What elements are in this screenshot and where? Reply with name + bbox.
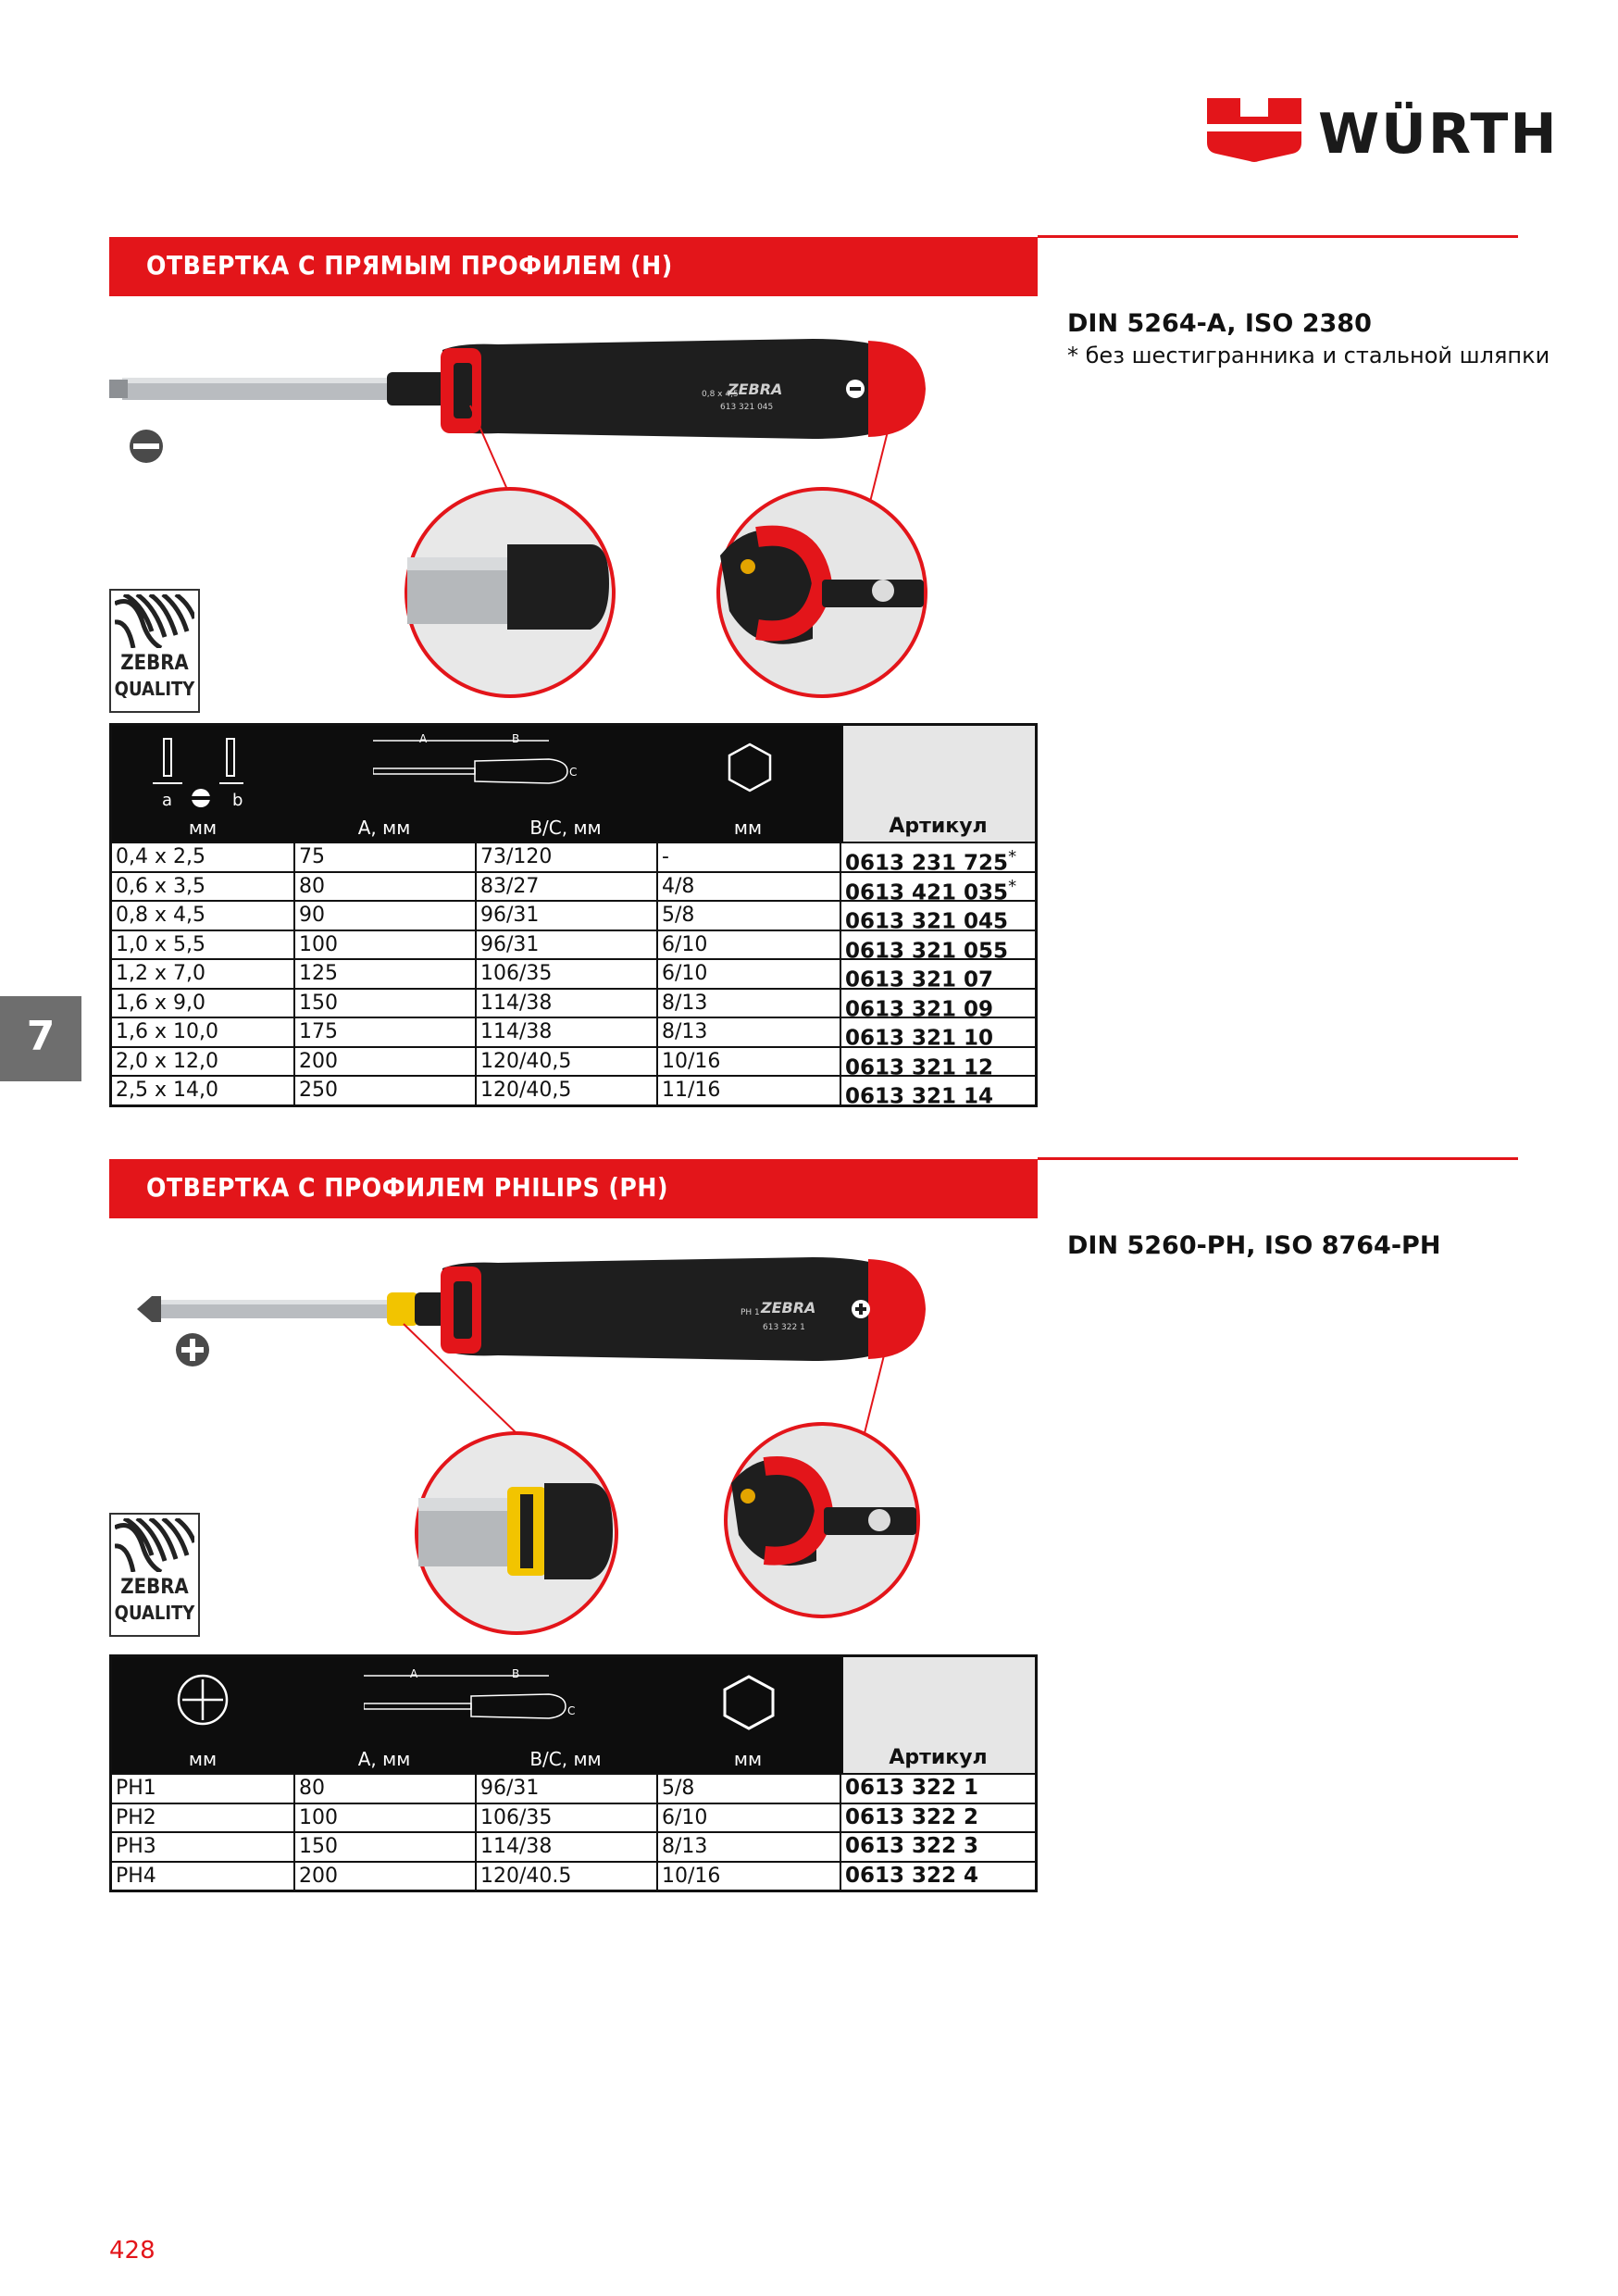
- section1-standard: DIN 5264-A, ISO 2380: [1067, 309, 1372, 338]
- section1-title: ОТВЕРТКА С ПРЯМЫМ ПРОФИЛЕМ (H): [146, 250, 673, 281]
- wurth-logo-text: WÜRTH: [1318, 102, 1559, 167]
- table-cell: 10/16: [656, 1048, 840, 1076]
- table-cell: 83/27: [475, 873, 656, 901]
- table-cell: 0613 321 09: [840, 990, 1035, 1017]
- table-cell: PH4: [116, 1864, 156, 1888]
- section1-handle-print-2: 613 321 045: [720, 403, 774, 412]
- table-cell: 150: [293, 1833, 475, 1861]
- zebra-stripes-icon: [115, 1518, 194, 1572]
- table-row: [112, 1861, 1035, 1890]
- table-row: [112, 1831, 1035, 1861]
- section2-handle-print-2: 613 322 1: [763, 1323, 805, 1332]
- table-cell: 114/38: [475, 1833, 656, 1861]
- footnote-mark: *: [1008, 876, 1017, 896]
- table-cell: 100: [293, 931, 475, 959]
- table-cell: 0,4 x 2,5: [116, 845, 205, 868]
- section1-handle-brand: ZEBRA: [728, 381, 783, 398]
- table-cell: 0,6 x 3,5: [116, 874, 205, 898]
- table-cell: 2,5 x 14,0: [116, 1079, 218, 1102]
- table-cell: 0613 321 10: [840, 1018, 1035, 1046]
- table-cell: 0,8 x 4,5: [116, 904, 205, 927]
- blade-dimension-icon: [136, 731, 266, 809]
- table-cell: 0613 322 1: [840, 1775, 1035, 1803]
- section2-standard: DIN 5260-PH, ISO 8764-PH: [1067, 1231, 1441, 1260]
- table-cell: 80: [293, 873, 475, 901]
- table-cell: PH3: [116, 1835, 156, 1858]
- col-header-article: Артикул: [889, 815, 988, 838]
- table-cell: 6/10: [656, 931, 840, 959]
- table-cell: 0613 421 035*: [840, 873, 1035, 901]
- table-cell: 0613 321 14: [840, 1077, 1035, 1104]
- section1-zebra-quality-badge: [109, 589, 200, 713]
- table-row: [112, 842, 1035, 876]
- section2-rule: [1038, 1157, 1518, 1160]
- hex-icon: [721, 1674, 777, 1731]
- table-cell: 0613 322 3: [840, 1833, 1035, 1861]
- section2-zoom-ferrule: [417, 1433, 616, 1633]
- table-cell: 11/16: [656, 1077, 840, 1104]
- col-header-bc: B/C, мм: [529, 1748, 602, 1770]
- dim-label-B: B: [512, 1668, 520, 1680]
- table-cell: 96/31: [475, 1775, 656, 1803]
- table-cell: 200: [293, 1048, 475, 1076]
- zebra-stripes-icon: [115, 594, 194, 648]
- table-cell: 4/8: [656, 873, 840, 901]
- table-row: [112, 1803, 1035, 1832]
- table-cell: 0613 321 055: [840, 931, 1035, 959]
- table-cell: 6/10: [656, 1804, 840, 1832]
- table-cell: 0613 231 725*: [840, 843, 1035, 871]
- section2-table: [109, 1654, 1038, 1892]
- table-cell: 114/38: [475, 990, 656, 1017]
- table-cell: 90: [293, 902, 475, 930]
- table-cell: 150: [293, 990, 475, 1017]
- page-number: 428: [109, 2237, 156, 2265]
- phillips-plus-icon: [176, 1333, 209, 1366]
- table-cell: 8/13: [656, 990, 840, 1017]
- section1-zoom-handle-end: [718, 489, 926, 696]
- section1-zoom-ferrule: [406, 489, 614, 696]
- table-cell: 175: [293, 1018, 475, 1046]
- footnote-mark: *: [1008, 847, 1017, 867]
- section1-banner: [109, 237, 1038, 296]
- col-header-a: A, мм: [357, 817, 411, 839]
- screwdriver-dimension-icon: [364, 1668, 577, 1733]
- section2-title: ОТВЕРТКА С ПРОФИЛЕМ PHILIPS (PH): [146, 1172, 668, 1203]
- table-cell: 1,6 x 9,0: [116, 991, 205, 1015]
- section1-table-body: [112, 842, 1035, 1109]
- col-header-a: A, мм: [357, 1748, 411, 1770]
- section2-zebra-quality-badge: [109, 1513, 200, 1637]
- section1-table: [109, 723, 1038, 1107]
- section2-handle-print-1: PH 1: [741, 1308, 760, 1317]
- dim-label-C: C: [567, 1704, 576, 1717]
- table-cell: 96/31: [475, 931, 656, 959]
- table-row: [112, 1017, 1035, 1051]
- section2-handle-brand: ZEBRA: [761, 1299, 816, 1316]
- dim-label-A: A: [419, 733, 428, 745]
- section1-rule: [1038, 235, 1518, 238]
- table-cell: 125: [293, 960, 475, 988]
- table-cell: 114/38: [475, 1018, 656, 1046]
- wurth-logo: [1203, 96, 1559, 167]
- zebra-badge-line2: QUALITY: [114, 678, 195, 700]
- table-cell: 0613 322 2: [840, 1804, 1035, 1832]
- table-cell: 5/8: [656, 1775, 840, 1803]
- dim-label-a: a: [162, 791, 173, 809]
- dim-label-A: A: [410, 1668, 418, 1680]
- table-row: [112, 1075, 1035, 1109]
- table-cell: 120/40.5: [475, 1863, 656, 1890]
- table-row: [112, 900, 1035, 934]
- zebra-badge-line1: ZEBRA: [120, 1576, 189, 1599]
- hex-icon: [727, 742, 773, 792]
- section1-table-header: [112, 726, 1035, 842]
- section2-table-header: [112, 1657, 1035, 1773]
- slotted-minus-icon: [130, 430, 163, 463]
- table-cell: 120/40,5: [475, 1048, 656, 1076]
- dim-label-b: b: [232, 791, 243, 809]
- table-cell: 120/40,5: [475, 1077, 656, 1104]
- table-cell: 0613 321 045: [840, 902, 1035, 930]
- section1-note: * без шестигранника и стальной шляпки: [1067, 343, 1550, 368]
- table-cell: 73/120: [475, 843, 656, 871]
- wurth-logo-mark-icon: [1203, 96, 1305, 167]
- table-cell: 6/10: [656, 960, 840, 988]
- col-header-hex: мм: [733, 817, 763, 839]
- table-cell: 8/13: [656, 1018, 840, 1046]
- table-row: [112, 958, 1035, 992]
- col-header-size: мм: [188, 1748, 218, 1770]
- col-header-article: Артикул: [889, 1746, 988, 1769]
- table-cell: 5/8: [656, 902, 840, 930]
- zebra-badge-line2: QUALITY: [114, 1602, 195, 1624]
- col-header-size: мм: [188, 817, 218, 839]
- table-row: [112, 1046, 1035, 1080]
- table-cell: 75: [293, 843, 475, 871]
- table-cell: 80: [293, 1775, 475, 1803]
- table-row: [112, 871, 1035, 905]
- table-cell: 106/35: [475, 1804, 656, 1832]
- screwdriver-dimension-icon: [373, 733, 577, 798]
- table-cell: 250: [293, 1077, 475, 1104]
- table-cell: 0613 322 4: [840, 1863, 1035, 1890]
- section2-product-image: [109, 1228, 1038, 1635]
- table-cell: 96/31: [475, 902, 656, 930]
- table-cell: 10/16: [656, 1863, 840, 1890]
- table-row: [112, 1773, 1035, 1803]
- table-row: [112, 988, 1035, 1022]
- table-cell: 0613 321 07: [840, 960, 1035, 988]
- col-header-hex: мм: [733, 1748, 763, 1770]
- section1-product-image: [109, 306, 1038, 713]
- table-cell: 2,0 x 12,0: [116, 1049, 218, 1073]
- table-cell: 8/13: [656, 1833, 840, 1861]
- phillips-cross-icon: [175, 1672, 230, 1728]
- col-header-bc: B/C, мм: [529, 817, 602, 839]
- section1-handle-print-1: 0,8 x 4,5: [702, 390, 739, 399]
- table-row: [112, 930, 1035, 964]
- table-cell: PH2: [116, 1805, 156, 1829]
- chapter-tab-number: 7: [26, 1013, 56, 1060]
- table-cell: 200: [293, 1863, 475, 1890]
- table-cell: PH1: [116, 1777, 156, 1800]
- section2-banner: [109, 1159, 1038, 1218]
- table-cell: 0613 321 12: [840, 1048, 1035, 1076]
- table-cell: -: [656, 843, 840, 871]
- dim-label-C: C: [569, 766, 577, 779]
- table-cell: 106/35: [475, 960, 656, 988]
- table-cell: 1,6 x 10,0: [116, 1020, 218, 1043]
- section2-zoom-handle-end: [726, 1424, 918, 1616]
- table-cell: 1,0 x 5,5: [116, 932, 205, 956]
- table-cell: 100: [293, 1804, 475, 1832]
- table-cell: 1,2 x 7,0: [116, 962, 205, 985]
- section2-table-body: [112, 1773, 1035, 1890]
- chapter-tab: [0, 996, 81, 1081]
- zebra-badge-line1: ZEBRA: [120, 652, 189, 675]
- dim-label-B: B: [512, 733, 520, 745]
